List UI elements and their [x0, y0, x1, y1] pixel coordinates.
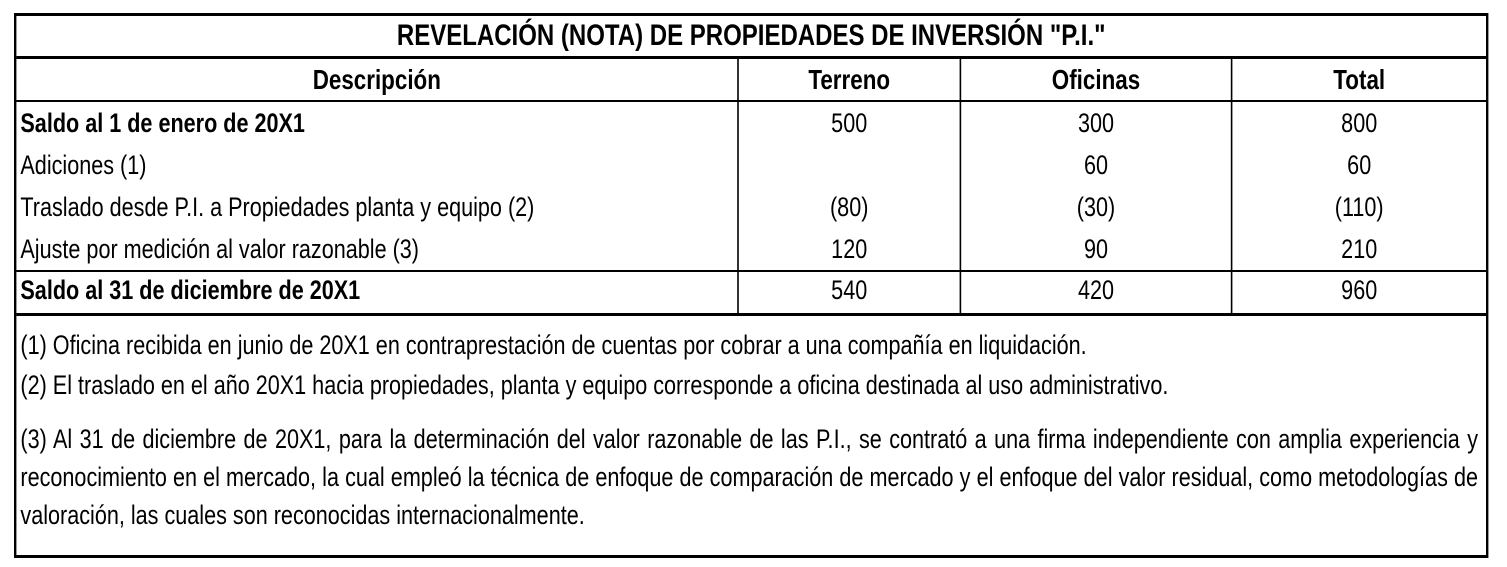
row-description: Ajuste por medición al valor razonable (3) [20, 234, 420, 264]
investment-properties-note [14, 13, 1488, 558]
cell-oficinas: 90 [960, 228, 1231, 270]
footnote-2: (2) El traslado en el año 20X1 hacia propiedades, planta y equipo corresponde a oficina destinada al uso administrativo. [20, 370, 1169, 400]
row-description: Traslado desde P.I. a Propiedades planta y equipo (2) [20, 192, 535, 222]
cell-oficinas: 300 [960, 102, 1231, 144]
cell-total: 210 [1231, 228, 1486, 270]
column-header-terreno: Terreno [737, 59, 959, 100]
cell-oficinas: 420 [960, 272, 1231, 313]
cell-terreno: 540 [737, 272, 959, 313]
table-row-adiciones [16, 144, 1486, 186]
cell-terreno: 120 [737, 228, 959, 270]
row-description: Adiciones (1) [20, 150, 147, 180]
cell-oficinas: 60 [960, 144, 1231, 186]
cell-terreno: 500 [737, 102, 959, 144]
table-row-saldo-final [16, 270, 1486, 316]
cell-total: 960 [1231, 272, 1486, 313]
table-row-ajuste [16, 228, 1486, 270]
footnote-3: (3) Al 31 de diciembre de 20X1, para la determinación del valor razonable de las P.I., se contrató a una firma independiente con amplia experiencia y reconocimiento en el mercado, la cual empleó la técnica de enfoque de comparación de mercado y el enfoque del valor residual, como metodologías de valoración, las cuales son reconocidas internacionalmente. [20, 424, 1478, 530]
cell-oficinas: (30) [960, 186, 1231, 228]
row-description: Saldo al 31 de diciembre de 20X1 [20, 275, 361, 305]
row-description: Saldo al 1 de enero de 20X1 [20, 108, 305, 138]
footnotes-section [16, 316, 1486, 555]
column-header-descripcion: Descripción [312, 64, 441, 95]
cell-total: 60 [1231, 144, 1486, 186]
table-row-traslado [16, 186, 1486, 228]
cell-total: (110) [1231, 186, 1486, 228]
table-row-saldo-inicial [16, 102, 1486, 144]
table-title: REVELACIÓN (NOTA) DE PROPIEDADES DE INVERSIÓN "P.I." [16, 16, 1486, 59]
cell-terreno [737, 144, 959, 186]
column-header-oficinas: Oficinas [960, 59, 1231, 100]
column-header-total: Total [1231, 59, 1486, 100]
cell-terreno: (80) [737, 186, 959, 228]
table-header-row [16, 59, 1486, 102]
footnote-1: (1) Oficina recibida en junio de 20X1 en contraprestación de cuentas por cobrar a una compañía en liquidación. [20, 330, 1087, 360]
cell-total: 800 [1231, 102, 1486, 144]
